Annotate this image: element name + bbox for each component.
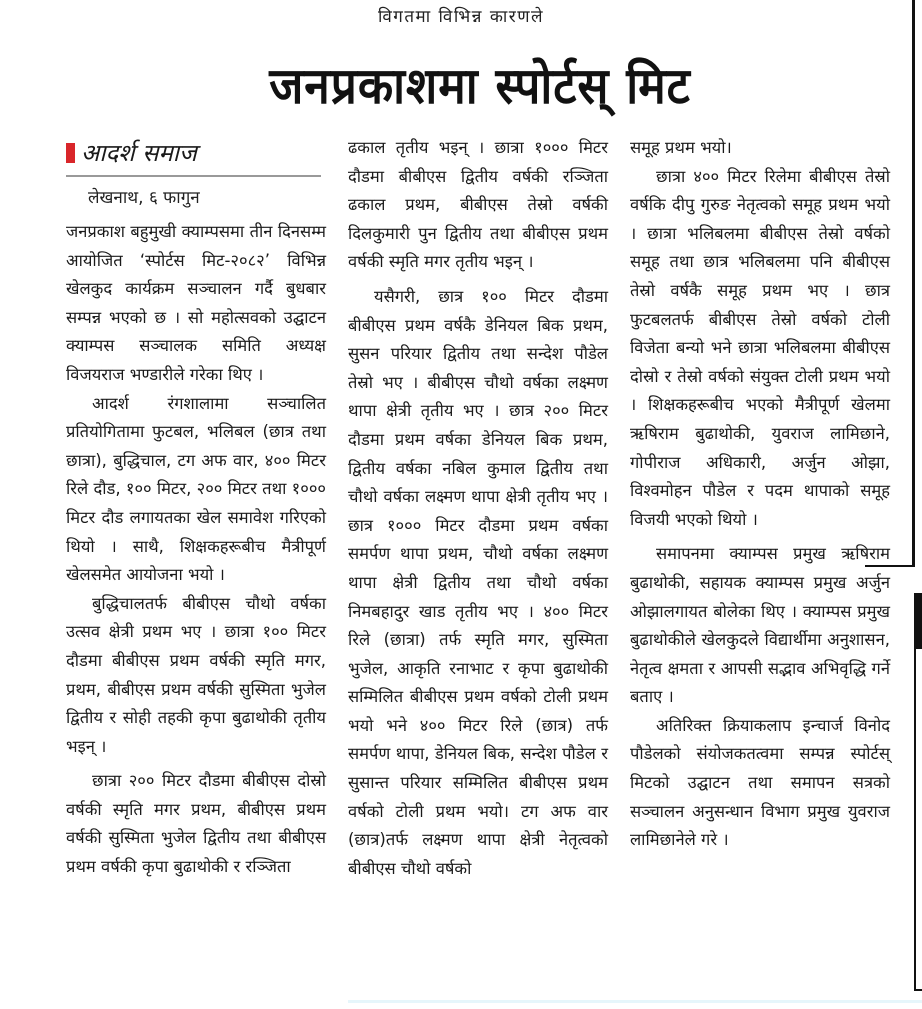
paragraph-5-continued: समूह प्रथम भयो। [630, 138, 732, 157]
adjacent-article-box [914, 649, 922, 991]
red-marker-icon [66, 143, 75, 163]
headline: जनप्रकाशमा स्पोर्टस् मिट [269, 57, 691, 115]
paragraph-8: अतिरिक्त क्रियाकलाप इन्चार्ज विनोद पौडेलको संयोजकतत्वमा सम्पन्न स्पोर्टस् मिटको उद्घाटन तथा समापन सत्रको सञ्चालन अनुसन्धान विभाग प्रमुख युवराज लामिछानेले गरे । [630, 715, 890, 850]
paragraph-2: आदर्श रंगशालामा सञ्चालित प्रतियोगितामा फुटबल, भलिबल (छात्र तथा छात्रा), बुद्धिचाल, टग अफ वार, ४०० मिटर रिले दौड, १०० मिटर, २०० मिटर तथा १००० मिटर दौड लगायतका खेल समावेश गरिएको थियो । साथै, शिक्षकहरूबीच मैत्रीपूर्ण खेलसमेत आयोजना भयो । [66, 393, 326, 585]
byline-block [66, 136, 321, 208]
bottom-divider [348, 1000, 922, 1003]
paragraph-1: जनप्रकाश बहुमुखी क्याम्पसमा तीन दिनसम्म आयोजित ‘स्पोर्टस मिट-२०८२’ विभिन्न खेलकुद कार्यक्रम सञ्चालन गर्दै बुधबार सम्पन्न भएको छ । सो महोत्सवको उद्घाटन क्याम्पस सञ्चालक समिति अध्यक्ष विजयराज भण्डारीले गरेका थिए । [66, 222, 326, 384]
article-column-2 [348, 134, 608, 883]
dateline: लेखनाथ, ६ फागुन [88, 188, 200, 208]
paragraph-3: बुद्धिचालतर्फ बीबीएस चौथो वर्षका उत्सव क्षेत्री प्रथम भए । छात्रा १०० मिटर दौडमा बीबीएस प्रथम वर्षकी स्मृति मगर, प्रथम, बीबीएस प्रथम वर्षकी सुस्मिता भुजेल द्वितीय र सोही तहकी कृपा बुढाथोकी तृतीय भइन् । [66, 593, 326, 756]
paragraph-4-continued: ढकाल तृतीय भइन् । छात्रा १००० मिटर दौडमा बीबीएस द्वितीय वर्षकी रञ्जिता ढकाल प्रथम, बीबीएस तेस्रो वर्षकी दिलकुमारी पुन द्वितीय तथा बीबीएस प्रथम वर्षकी स्मृति मगर तृतीय भइन् । [348, 138, 608, 272]
paragraph-4-start: छात्रा २०० मिटर दौडमा बीबीएस दोस्रो वर्षकी स्मृति मगर प्रथम, बीबीएस प्रथम वर्षकी सुस्मिता भुजेल द्वितीय तथा बीबीएस प्रथम वर्षकी कृपा बुढाथोकी र रञ्जिता [66, 771, 326, 877]
article-column-1 [66, 218, 326, 882]
right-column-rule [912, 0, 915, 565]
paragraph-6: छात्रा ४०० मिटर रिलेमा बीबीएस तेस्रो वर्षकि दीपु गुरुङ नेतृत्वको समूह प्रथम भयो । छात्रा भलिबलमा बीबीएस तेस्रो वर्षको समूह तथा छात्र भलिबलमा पनि बीबीएस तेस्रो वर्षकै समूह प्रथम भए । छात्र फुटबलतर्फ बीबीएस तेस्रो वर्षको टोली विजेता बन्यो भने छात्रा भलिबलमा बीबीएस दोस्रो र तेस्रो वर्षको संयुक्त टोली प्रथम भयो । शिक्षकहरूबीच भएको मैत्रीपूर्ण खेलमा ऋषिराम बुढाथोकी, युवराज लामिछाने, गोपीराज अधिकारी, अर्जुन ओझा, विश्वमोहन पौडेल र पदम थापाको समूह विजयी भएको थियो । [630, 166, 890, 529]
paragraph-7: समापनमा क्याम्पस प्रमुख ऋषिराम बुढाथोकी, सहायक क्याम्पस प्रमुख अर्जुन ओझालगायत बोलेका थिए । क्याम्पस प्रमुख बुढाथोकीले खेलकुदले विद्यार्थीमा अनुशासन, नेतृत्व क्षमता र आपसी सद्भाव अभिवृद्धि गर्ने बताए । [630, 544, 890, 707]
article-column-3 [630, 134, 890, 855]
adjacent-article-header-bar [914, 593, 922, 649]
kicker-text: विगतमा विभिन्न कारणले [377, 7, 545, 27]
paragraph-5-start: यसैगरी, छात्र १०० मिटर दौडमा बीबीएस प्रथम वर्षकै डेनियल बिक प्रथम, सुसन परियार द्वितीय तथा सन्देश पौडेल तेस्रो भए । बीबीएस चौथो वर्षका लक्ष्मण थापा क्षेत्री तृतीय भए । छात्र २०० मिटर दौडमा प्रथम वर्षका डेनियल बिक प्रथम, द्वितीय वर्षका नबिल कुमाल द्वितीय तथा चौथो वर्षका लक्ष्मण थापा क्षेत्री तृतीय भए । छात्र १००० मिटर दौडमा प्रथम वर्षका समर्पण थापा प्रथम, चौथो वर्षका लक्ष्मण थापा क्षेत्री द्वितीय तथा चौथो वर्षका निमबहादुर खाड तृतीय भए । ४०० मिटर रिले (छात्रा) तर्फ स्मृति मगर, सुस्मिता भुजेल, आकृति रनाभाट र कृपा बुढाथोकी सम्मिलित बीबीएस प्रथम वर्षको टोली प्रथम भयो भने ४०० मिटर रिले (छात्र) तर्फ समर्पण थापा, डेनियल बिक, सन्देश पौडेल र सुसान्त परियार सम्मिलित बीबीएस प्रथम वर्षको टोली प्रथम भयो। टग अफ वार (छात्र)तर्फ लक्ष्मण थापा क्षेत्री नेतृत्वको बीबीएस चौथो वर्षको [348, 286, 608, 878]
author-line [66, 136, 321, 177]
author-name: आदर्श समाज [81, 139, 197, 167]
